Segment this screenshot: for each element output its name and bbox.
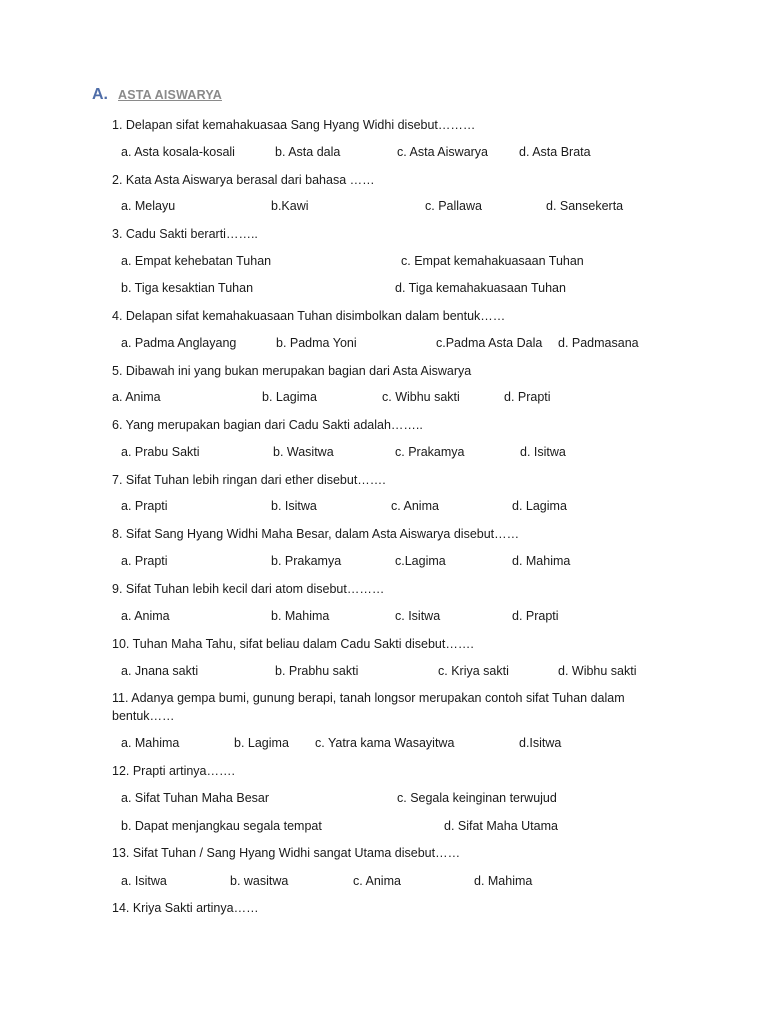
q9-option-a: a. Anima bbox=[121, 609, 170, 623]
question-4: 4. Delapan sifat kemahakuasaan Tuhan disimbolkan dalam bentuk…… bbox=[112, 309, 506, 323]
section-title: ASTA AISWARYA bbox=[118, 88, 222, 102]
section-letter: A. bbox=[92, 86, 108, 103]
question-12: 12. Prapti artinya……. bbox=[112, 764, 235, 778]
q13-option-b: b. wasitwa bbox=[230, 874, 289, 888]
q2-option-c: c. Pallawa bbox=[425, 199, 482, 213]
question-13: 13. Sifat Tuhan / Sang Hyang Widhi sangat Utama disebut…… bbox=[112, 846, 461, 860]
q2-option-b: b.Kawi bbox=[271, 199, 309, 213]
q1-option-c: c. Asta Aiswarya bbox=[397, 145, 489, 159]
q6-option-b: b. Wasitwa bbox=[273, 445, 334, 459]
q10-option-a: a. Jnana sakti bbox=[121, 664, 199, 678]
q11-option-a: a. Mahima bbox=[121, 736, 180, 750]
question-8: 8. Sifat Sang Hyang Widhi Maha Besar, dalam Asta Aiswarya disebut…… bbox=[112, 527, 520, 541]
q5-option-a: a. Anima bbox=[112, 390, 161, 404]
q13-option-a: a. Isitwa bbox=[121, 874, 167, 888]
q8-option-b: b. Prakamya bbox=[271, 554, 342, 568]
q3-option-c: c. Empat kemahakuasaan Tuhan bbox=[401, 254, 584, 268]
q9-option-d: d. Prapti bbox=[512, 609, 559, 623]
q11-option-b: b. Lagima bbox=[234, 736, 289, 750]
q4-option-c: c.Padma Asta Dala bbox=[436, 336, 543, 350]
q6-option-a: a. Prabu Sakti bbox=[121, 445, 200, 459]
q9-option-c: c. Isitwa bbox=[395, 609, 441, 623]
q12-option-b: b. Dapat menjangkau segala tempat bbox=[121, 819, 322, 833]
question-6: 6. Yang merupakan bagian dari Cadu Sakti adalah…….. bbox=[112, 418, 423, 432]
question-1: 1. Delapan sifat kemahakuasaa Sang Hyang Widhi disebut……… bbox=[112, 118, 476, 132]
q6-option-d: d. Isitwa bbox=[520, 445, 566, 459]
q8-option-d: d. Mahima bbox=[512, 554, 571, 568]
question-9: 9. Sifat Tuhan lebih kecil dari atom disebut……… bbox=[112, 582, 385, 596]
q10-option-d: d. Wibhu sakti bbox=[558, 664, 637, 678]
q11-option-c: c. Yatra kama Wasayitwa bbox=[315, 736, 455, 750]
question-7: 7. Sifat Tuhan lebih ringan dari ether disebut……. bbox=[112, 473, 386, 487]
q8-option-a: a. Prapti bbox=[121, 554, 168, 568]
question-10: 10. Tuhan Maha Tahu, sifat beliau dalam Cadu Sakti disebut……. bbox=[112, 637, 474, 651]
q1-option-a: a. Asta kosala-kosali bbox=[121, 145, 235, 159]
q7-option-b: b. Isitwa bbox=[271, 499, 317, 513]
question-2: 2. Kata Asta Aiswarya berasal dari bahasa …… bbox=[112, 173, 375, 187]
q13-option-c: c. Anima bbox=[353, 874, 401, 888]
q5-option-b: b. Lagima bbox=[262, 390, 317, 404]
q9-option-b: b. Mahima bbox=[271, 609, 330, 623]
question-11: 11. Adanya gempa bumi, gunung berapi, tanah longsor merupakan contoh sifat Tuhan dalam bbox=[112, 691, 625, 705]
q12-option-d: d. Sifat Maha Utama bbox=[444, 819, 558, 833]
section-heading bbox=[92, 86, 222, 104]
q5-option-c: c. Wibhu sakti bbox=[382, 390, 460, 404]
q6-option-c: c. Prakamya bbox=[395, 445, 465, 459]
q3-option-b: b. Tiga kesaktian Tuhan bbox=[121, 281, 254, 295]
question-14: 14. Kriya Sakti artinya…… bbox=[112, 901, 259, 915]
q10-option-b: b. Prabhu sakti bbox=[275, 664, 359, 678]
q11-option-d: d.Isitwa bbox=[519, 736, 562, 750]
q5-option-d: d. Prapti bbox=[504, 390, 551, 404]
q4-option-a: a. Padma Anglayang bbox=[121, 336, 237, 350]
q7-option-d: d. Lagima bbox=[512, 499, 567, 513]
q12-option-c: c. Segala keinginan terwujud bbox=[397, 791, 557, 805]
q1-option-d: d. Asta Brata bbox=[519, 145, 591, 159]
question-5: 5. Dibawah ini yang bukan merupakan bagian dari Asta Aiswarya bbox=[112, 364, 472, 378]
q13-option-d: d. Mahima bbox=[474, 874, 533, 888]
q2-option-a: a. Melayu bbox=[121, 199, 176, 213]
q12-option-a: a. Sifat Tuhan Maha Besar bbox=[121, 791, 270, 805]
q2-option-d: d. Sansekerta bbox=[546, 199, 624, 213]
q3-option-a: a. Empat kehebatan Tuhan bbox=[121, 254, 272, 268]
q3-option-d: d. Tiga kemahakuasaan Tuhan bbox=[395, 281, 566, 295]
q1-option-b: b. Asta dala bbox=[275, 145, 341, 159]
q10-option-c: c. Kriya sakti bbox=[438, 664, 509, 678]
q8-option-c: c.Lagima bbox=[395, 554, 446, 568]
question-3: 3. Cadu Sakti berarti…….. bbox=[112, 227, 258, 241]
q7-option-a: a. Prapti bbox=[121, 499, 168, 513]
q4-option-b: b. Padma Yoni bbox=[276, 336, 357, 350]
q4-option-d: d. Padmasana bbox=[558, 336, 639, 350]
q7-option-c: c. Anima bbox=[391, 499, 439, 513]
question-11-continuation: bentuk…… bbox=[112, 709, 175, 723]
